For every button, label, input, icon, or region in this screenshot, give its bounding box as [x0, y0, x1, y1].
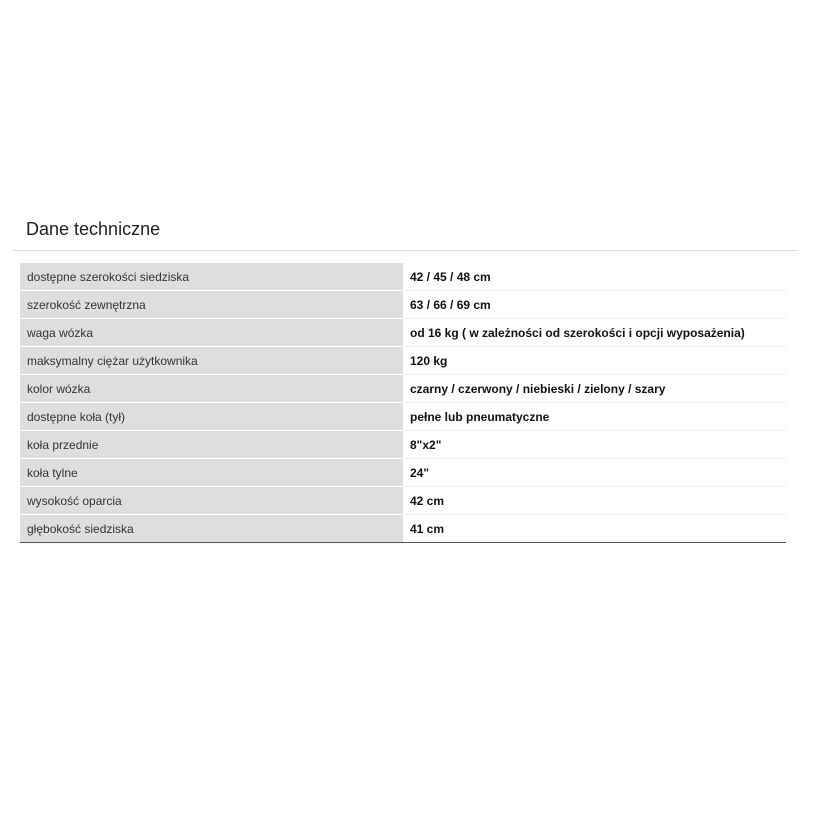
- spec-value: 42 cm: [403, 487, 786, 515]
- spec-value: 41 cm: [403, 515, 786, 543]
- spec-label: koła tylne: [20, 459, 403, 487]
- spec-value: pełne lub pneumatyczne: [403, 403, 786, 431]
- table-row: [20, 403, 786, 431]
- spec-label: koła przednie: [20, 431, 403, 459]
- table-row: [20, 291, 786, 319]
- table-row: [20, 459, 786, 487]
- spec-label: wysokość oparcia: [20, 487, 403, 515]
- spec-label: kolor wózka: [20, 375, 403, 403]
- section-divider: [13, 250, 798, 251]
- spec-value: 42 / 45 / 48 cm: [403, 263, 786, 291]
- spec-value: czarny / czerwony / niebieski / zielony / szary: [403, 375, 786, 403]
- spec-label: szerokość zewnętrzna: [20, 291, 403, 319]
- spec-value: od 16 kg ( w zależności od szerokości i opcji wyposażenia): [403, 319, 786, 347]
- spec-value: 63 / 66 / 69 cm: [403, 291, 786, 319]
- spec-table: [20, 263, 786, 543]
- spec-label: maksymalny ciężar użytkownika: [20, 347, 403, 375]
- section-title: Dane techniczne: [26, 219, 161, 239]
- table-row: [20, 515, 786, 543]
- spec-value: 120 kg: [403, 347, 786, 375]
- spec-value: 24": [403, 459, 786, 487]
- table-row: [20, 375, 786, 403]
- spec-label: dostępne szerokości siedziska: [20, 263, 403, 291]
- table-row: [20, 263, 786, 291]
- table-row: [20, 487, 786, 515]
- table-row: [20, 431, 786, 459]
- technical-data-section: [13, 212, 798, 251]
- spec-label: głębokość siedziska: [20, 515, 403, 543]
- table-row: [20, 347, 786, 375]
- table-row: [20, 319, 786, 347]
- spec-label: waga wózka: [20, 319, 403, 347]
- spec-label: dostępne koła (tył): [20, 403, 403, 431]
- spec-value: 8"x2": [403, 431, 786, 459]
